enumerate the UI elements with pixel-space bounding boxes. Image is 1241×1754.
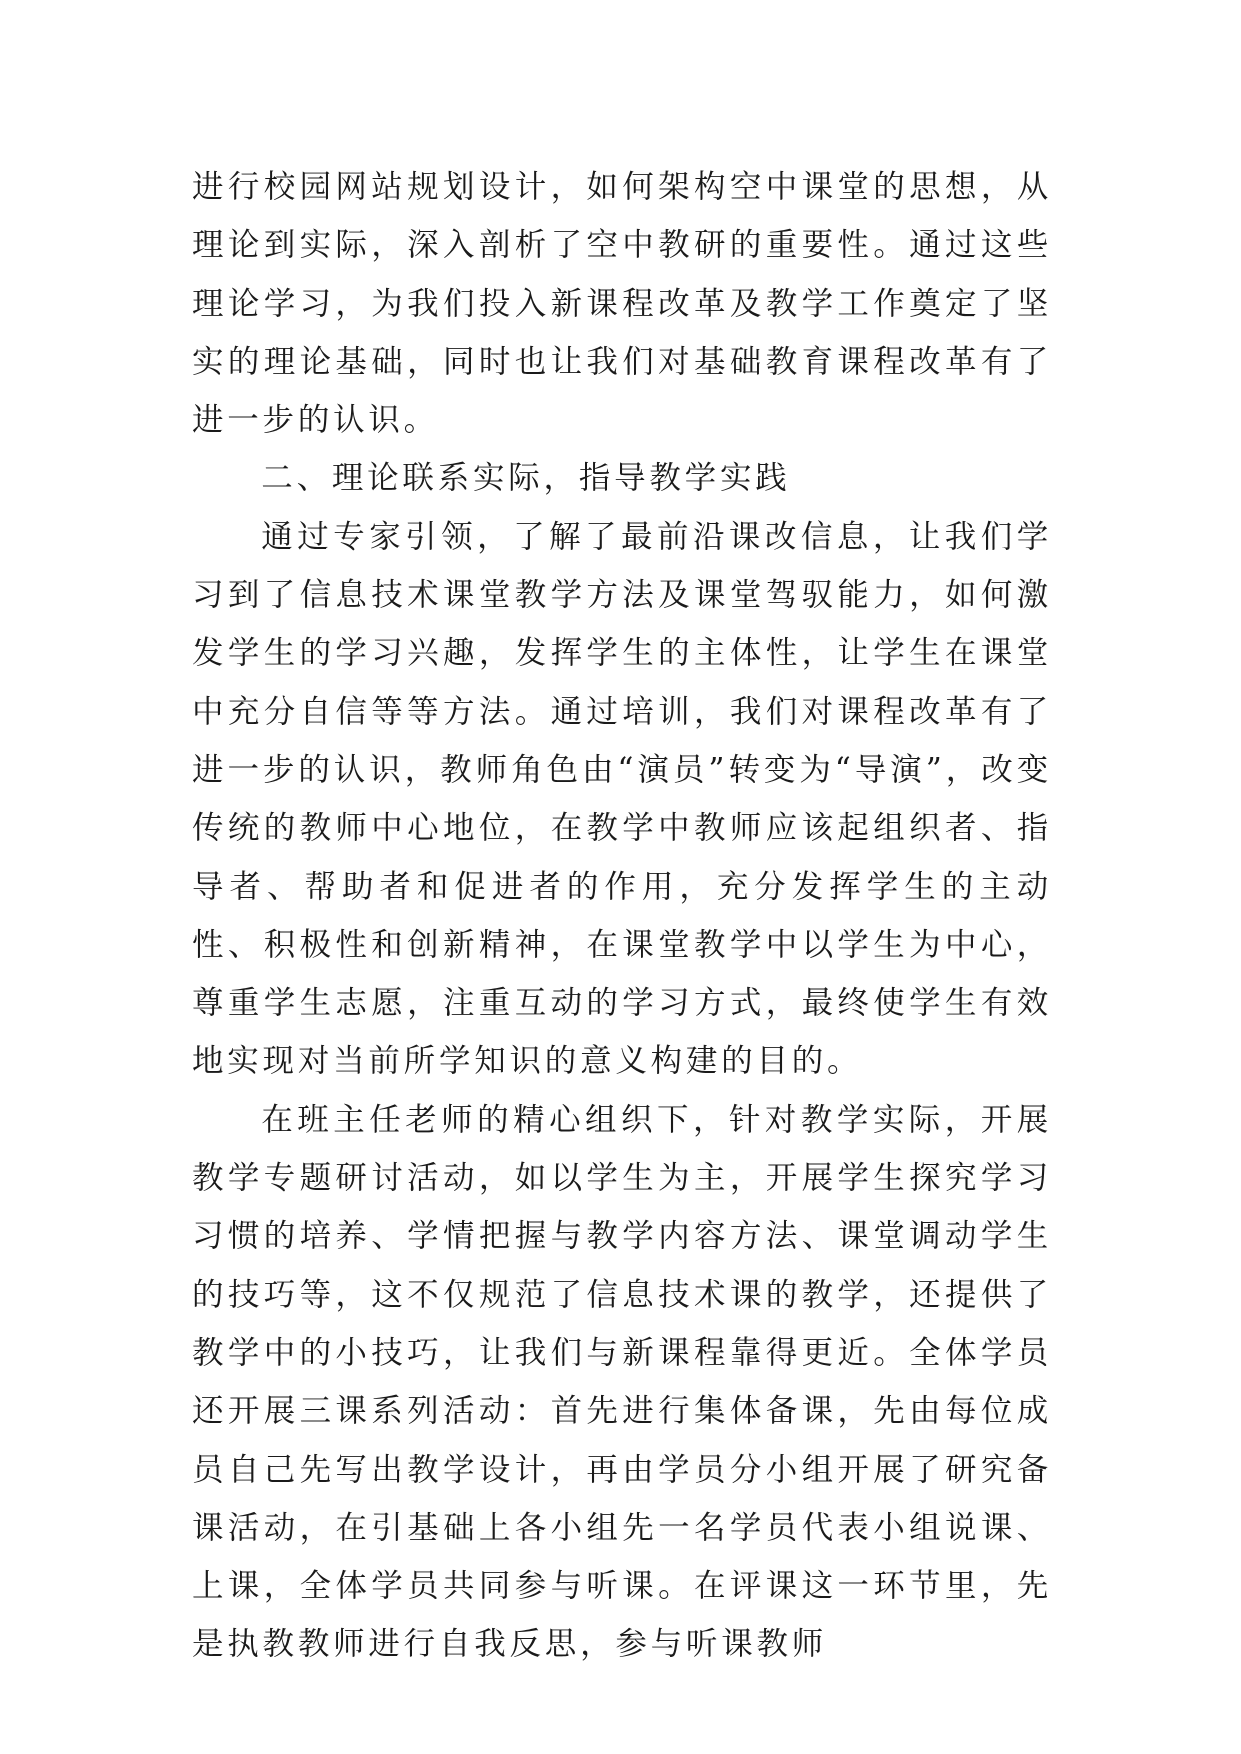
body-text [192, 158, 1052, 1674]
section-heading: 二、理论联系实际，指导教学实践 [261, 460, 791, 497]
paragraph: 通过专家引领，了解了最前沿课改信息，让我们学习到了信息技术课堂教学方法及课堂驾驭能力，如何激发学生的学习兴趣，发挥学生的主体性，让学生在课堂中充分自信等等方法。通过培训，我们对课程改革有了进一步的认识，教师角色由“演员”转变为“导演”，改变传统的教师中心地位，在教学中教师应该起组织者、指导者、帮助者和促进者的作用，充分发挥学生的主动性、积极性和创新精神，在课堂教学中以学生为中心，尊重学生志愿，注重互动的学习方式，最终使学生有效地实现对当前所学知识的意义构建的目的。 [192, 518, 1052, 1080]
paragraph-continued: 进行校园网站规划设计，如何架构空中课堂的思想，从理论到实际，深入剖析了空中教研的重要性。通过这些理论学习，为我们投入新课程改革及教学工作奠定了坚实的理论基础，同时也让我们对基础教育课程改革有了进一步的认识。 [192, 169, 1052, 439]
paragraph: 在班主任老师的精心组织下，针对教学实际，开展教学专题研讨活动，如以学生为主，开展学生探究学习习惯的培养、学情把握与教学内容方法、课堂调动学生的技巧等，这不仅规范了信息技术课的教学，还提供了教学中的小技巧，让我们与新课程靠得更近。全体学员还开展三课系列活动：首先进行集体备课，先由每位成员自己先写出教学设计，再由学员分小组开展了研究备课活动，在引基础上各小组先一名学员代表小组说课、上课，全体学员共同参与听课。在评课这一环节里，先是执教教师进行自我反思，参与听课教师 [192, 1101, 1052, 1663]
